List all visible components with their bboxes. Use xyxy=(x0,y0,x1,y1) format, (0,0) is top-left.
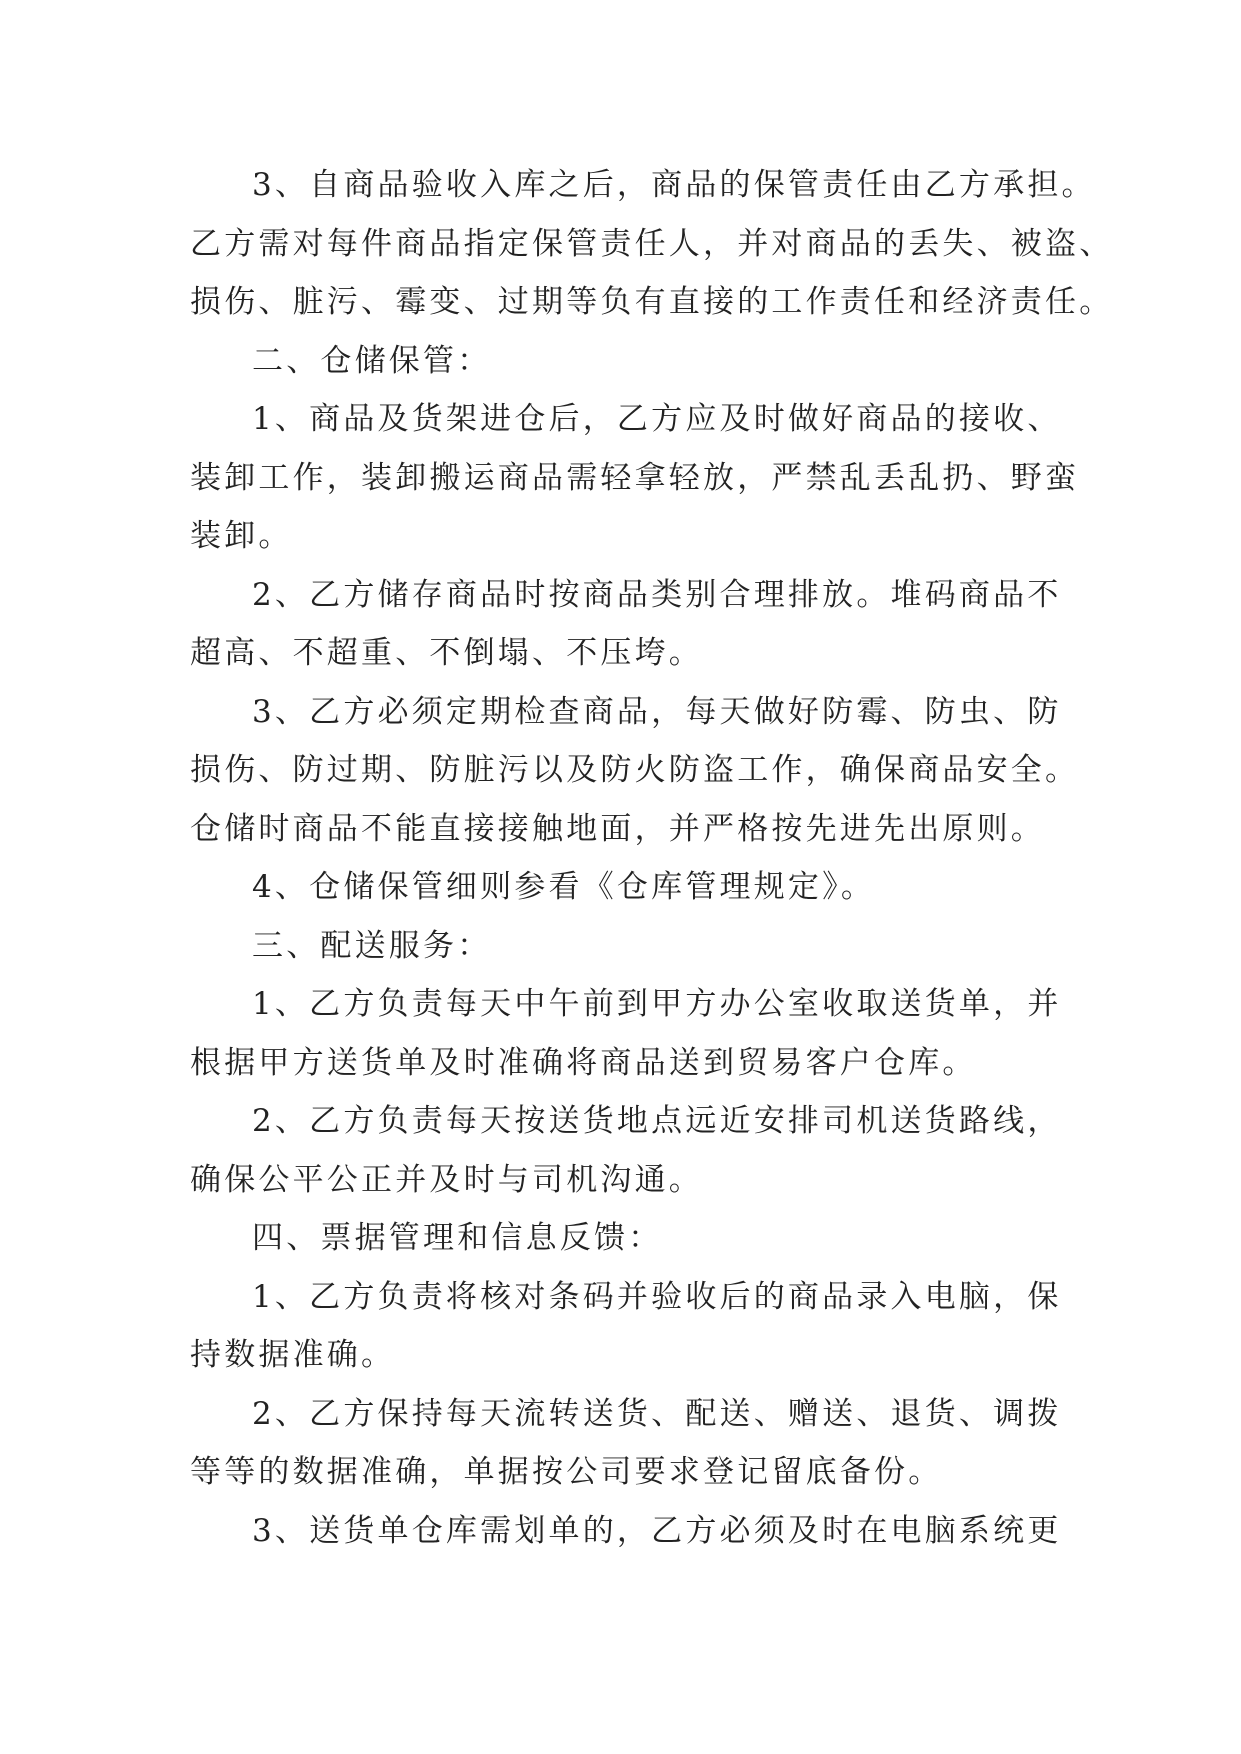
section-heading: 四、票据管理和信息反馈： xyxy=(252,1220,663,1256)
text-line: 损伤、脏污、霉变、过期等负有直接的工作责任和经济责任。 xyxy=(190,284,1114,320)
text-line: 持数据准确。 xyxy=(190,1337,396,1373)
text-line: 2、乙方负责每天按送货地点远近安排司机送货路线， xyxy=(252,1103,1062,1139)
text-line: 3、自商品验收入库之后，商品的保管责任由乙方承担。 xyxy=(252,167,1096,203)
text-line: 超高、不超重、不倒塌、不压垮。 xyxy=(190,635,703,671)
text-line: 仓储时商品不能直接接触地面，并严格按先进先出原则。 xyxy=(190,810,1045,847)
text-line: 2、乙方储存商品时按商品类别合理排放。堆码商品不 xyxy=(252,576,1062,613)
text-line: 1、商品及货架进仓后，乙方应及时做好商品的接收、 xyxy=(252,401,1062,437)
text-line: 1、乙方负责将核对条码并验收后的商品录入电脑，保 xyxy=(252,1278,1062,1315)
section-heading: 二、仓储保管： xyxy=(252,342,492,379)
text-line: 3、送货单仓库需划单的，乙方必须及时在电脑系统更 xyxy=(252,1512,1062,1549)
text-line: 确保公平公正并及时与司机沟通。 xyxy=(190,1161,703,1198)
text-line: 3、乙方必须定期检查商品，每天做好防霉、防虫、防 xyxy=(252,693,1062,730)
text-line: 根据甲方送货单及时准确将商品送到贸易客户仓库。 xyxy=(190,1044,977,1081)
section-heading: 三、配送服务： xyxy=(252,927,492,964)
text-line: 乙方需对每件商品指定保管责任人，并对商品的丢失、被盗、 xyxy=(190,225,1114,262)
text-line: 装卸工作，装卸搬运商品需轻拿轻放，严禁乱丢乱扔、野蛮 xyxy=(190,459,1080,496)
text-line: 等等的数据准确，单据按公司要求登记留底备份。 xyxy=(190,1454,943,1490)
text-line: 损伤、防过期、防脏污以及防火防盗工作，确保商品安全。 xyxy=(190,752,1080,788)
document-body xyxy=(190,156,1114,1560)
text-line: 装卸。 xyxy=(190,518,293,554)
text-line: 4、仓储保管细则参看《仓库管理规定》。 xyxy=(252,869,876,905)
text-line: 2、乙方保持每天流转送货、配送、赠送、退货、调拨 xyxy=(252,1395,1062,1432)
text-line: 1、乙方负责每天中午前到甲方办公室收取送货单，并 xyxy=(252,986,1062,1022)
